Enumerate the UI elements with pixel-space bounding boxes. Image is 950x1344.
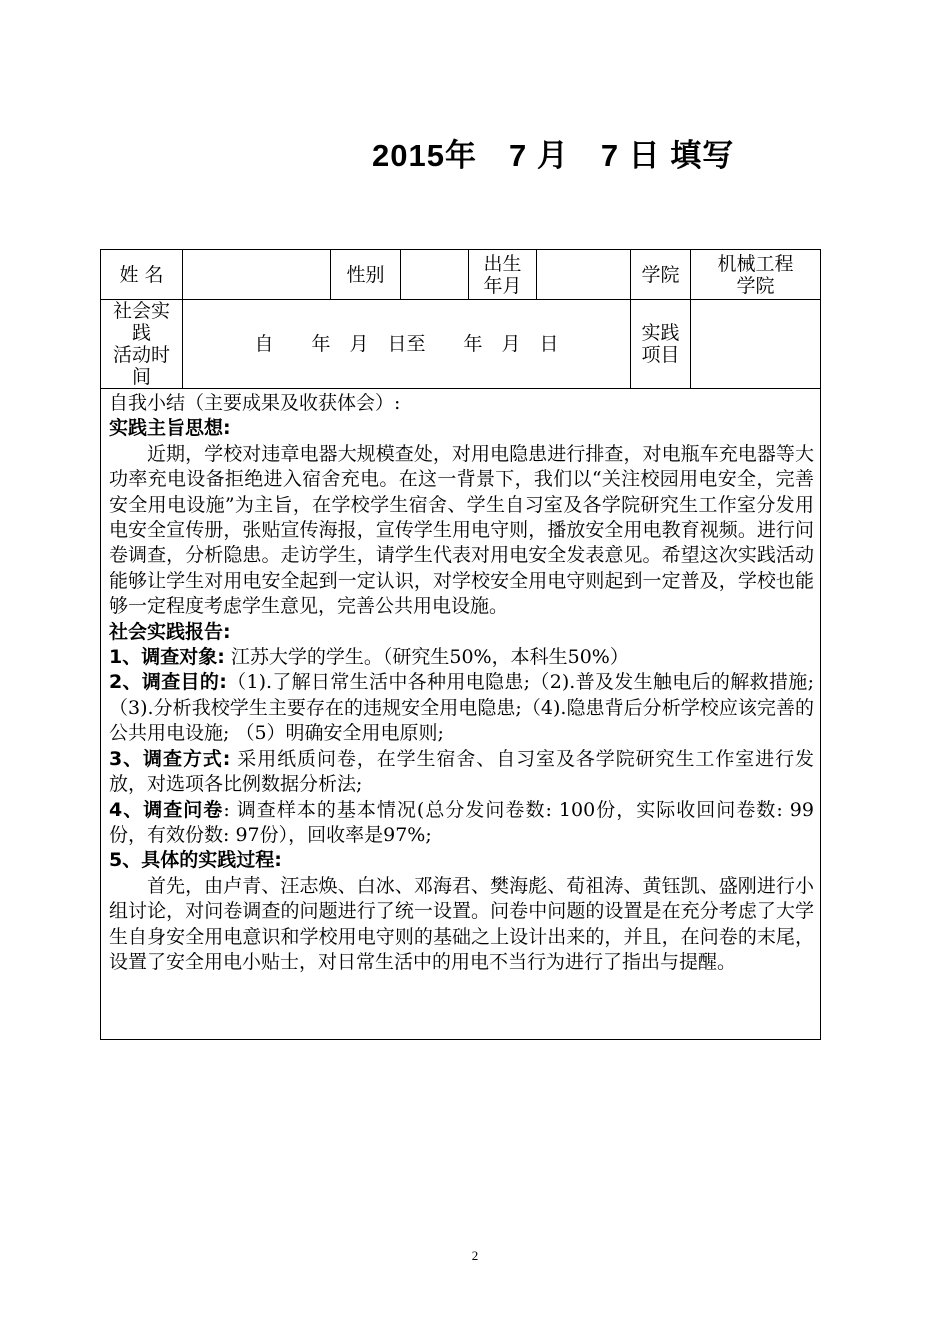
heading-main-idea: 实践主旨思想: (109, 417, 231, 440)
college-label: 学院 (631, 250, 691, 300)
birth-label: 出生 年月 (469, 250, 537, 300)
self-summary (109, 391, 814, 975)
birth-value[interactable] (537, 250, 631, 300)
page-number: 2 (471, 1248, 479, 1263)
item-2-label: 2、调查目的: (109, 671, 227, 694)
activity-time-value[interactable]: 自 年 月 日至 年 月 日 (183, 300, 631, 389)
item-4-text: : 调查样本的基本情况(总分发问卷数: 100份，实际收回问卷数: 99份，有效份数: 97份），回收率是97%; (109, 798, 814, 846)
name-label: 姓 名 (101, 250, 183, 300)
main-idea-paragraph: 近期，学校对违章电器大规模查处，对用电隐患进行排查，对电瓶车充电器等大功率充电设备拒绝进入宿舍充电。在这一背景下，我们以“关注校园用电安全，完善安全用电设施”为主旨，在学校学生宿舍、学生自习室及各学院研究生工作室分发用电安全宣传册，张贴宣传海报，宣传学生用电守则，播放安全用电教育视频。进行问卷调查，分析隐患。走访学生，请学生代表对用电安全发表意见。希望这次实践活动能够让学生对用电安全起到一定认识，对学校安全用电守则起到一定普及，学校也能够一定程度考虑学生意见，完善公共用电设施。 (109, 442, 814, 618)
project-label: 实践 项目 (631, 300, 691, 389)
college-value[interactable]: 机械工程 学院 (691, 250, 821, 300)
item-survey-purpose (109, 670, 814, 746)
item-3-text: 采用纸质问卷，在学生宿舍、自习室及各学院研究生工作室进行发放，对选项各比例数据分析法; (109, 747, 814, 796)
item-survey-method (109, 747, 814, 798)
self-summary-cell (101, 389, 821, 1040)
name-value[interactable] (183, 250, 331, 300)
item-process-label: 5、具体的实践过程: (109, 849, 282, 872)
project-value[interactable] (691, 300, 821, 389)
item-1-text: 江苏大学的学生。（研究生50%，本科生50%） (224, 646, 629, 669)
item-questionnaire (109, 798, 814, 849)
item-2-text: （1).了解日常生活中各种用电隐患;（2).普及发生触电后的解救措施;（3).分析我校学生主要存在的违规安全用电隐患;（4).隐患背后分析学校应该完善的公共用电设施; （5）明确安全用电原则; (109, 671, 814, 745)
item-survey-target (109, 645, 814, 670)
summary-intro: 自我小结（主要成果及收获体会）: (109, 392, 401, 414)
item-3-label: 3、调查方式: (109, 747, 231, 770)
fill-date: 2015年 7 月 7 日 填写 (372, 138, 735, 173)
heading-report: 社会实践报告: (109, 620, 231, 643)
item-4-label: 4、调查问卷 (109, 798, 224, 821)
gender-value[interactable] (401, 250, 469, 300)
practice-form-table (100, 249, 821, 1040)
activity-time-label: 社会实践 活动时间 (101, 300, 183, 389)
item-1-label: 1、调查对象: (109, 646, 225, 669)
gender-label: 性别 (331, 250, 401, 300)
process-paragraph: 首先，由卢青、汪志焕、白冰、邓海君、樊海彪、荀祖涛、黄钰凯、盛刚进行小组讨论，对问卷调查的问题进行了统一设置。问卷中问题的设置是在充分考虑了大学生自身安全用电意识和学校用电守则的基础之上设计出来的，并且，在问卷的末尾，设置了安全用电小贴士，对日常生活中的用电不当行为进行了指出与提醒。 (109, 874, 814, 973)
